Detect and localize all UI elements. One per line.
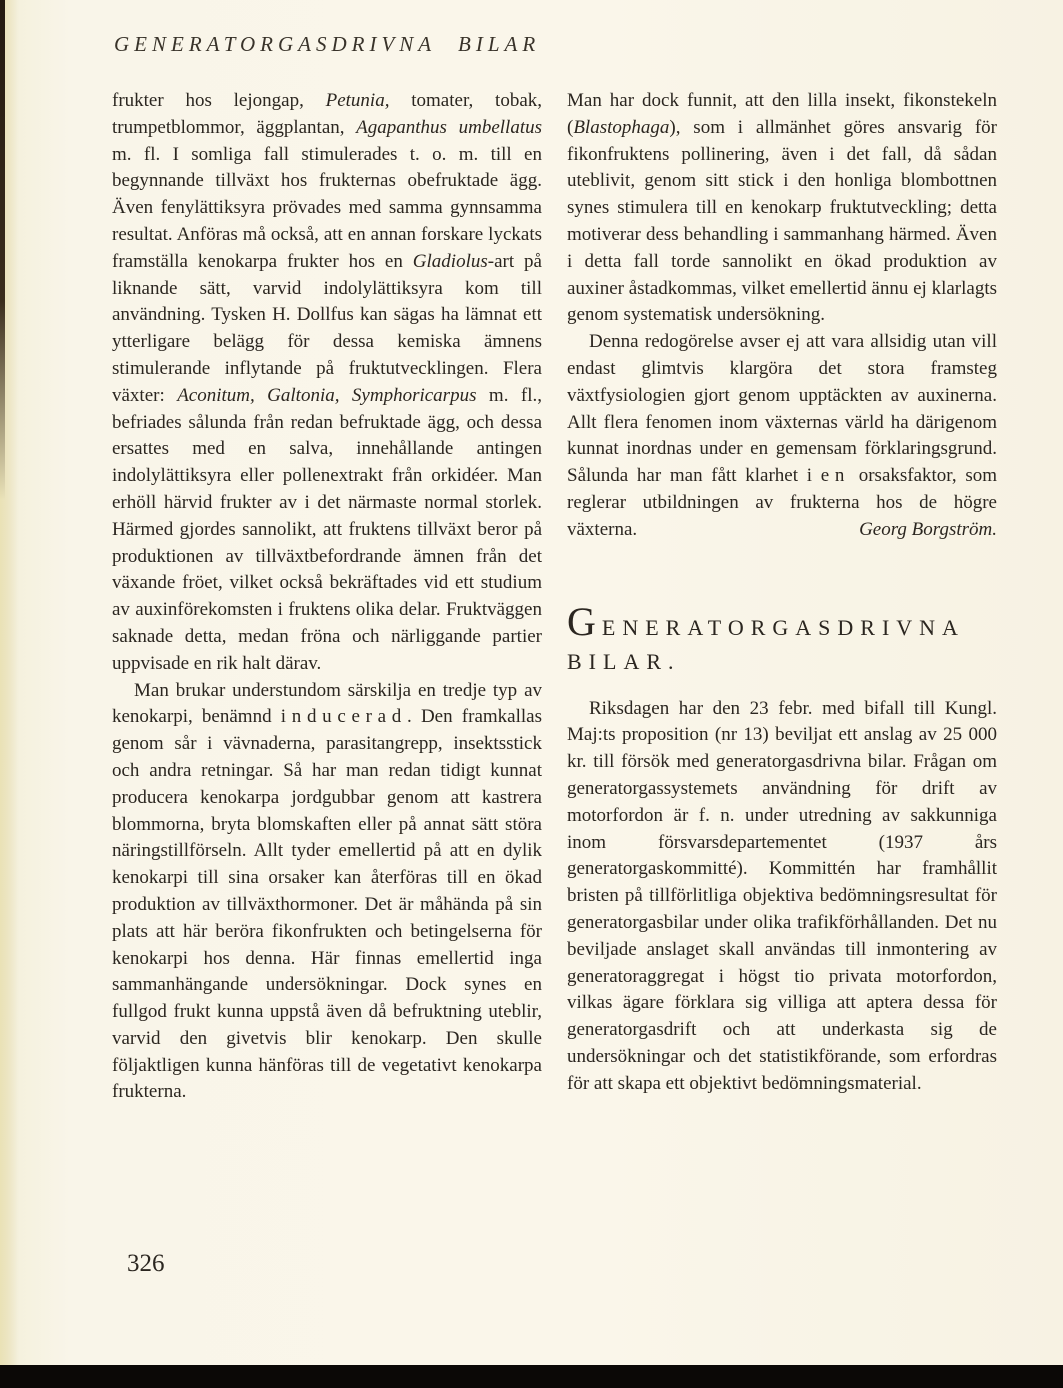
heading-drop-initial: G (567, 598, 602, 644)
text-segment: m. fl. I somliga fall stimulerades t. o. m. till en begynnande tillväxt hos frukternas obefruktade ägg. Även fenylättiksyra prövades med samma gynnsamma resultat. Anföras må också, att en annan forskare lyckats framställa kenokarpa frukter hos en (112, 143, 542, 272)
text-segment: inducerad (280, 706, 407, 728)
text-segment: Man brukar understundom särskilja en tredje typ av kenokarpi, benämnd (112, 679, 542, 728)
running-header: GENERATORGASDRIVNA BILAR (114, 32, 541, 56)
article-body (567, 696, 997, 1098)
text-segment: Gladiolus (412, 250, 488, 272)
section-heading (567, 598, 997, 674)
text-segment: Agapanthus umbellatus (356, 116, 542, 138)
text-segment: tomater, tobak, trumpetblommor, äggplantan, (112, 90, 543, 138)
section-heading-line1 (567, 598, 965, 644)
right-column (567, 88, 997, 1106)
scan-bottom-strip (0, 1365, 1063, 1388)
author-signature: Georg Borgström. (859, 518, 997, 540)
paragraph (567, 88, 997, 329)
text-segment: Man har dock funnit, att den lilla insekt, fikonstekeln ( (567, 90, 997, 138)
text-segment: m. fl., befriades sålunda från redan befruktade ägg, och dessa ersattes med en salva, innehållande antingen indolylättiksyra eller pollenextrakt från orkidéer. Man erhöll härvid frukter av i det närmaste normal storlek. Härmed gjordes sannolikt, att fruktens tillväxt beror på produktionen av tillväxtbefordrande ämnen från det växande fröet, vilket också bekräftades vid ett studium av auxinförekomsten i fruktens olika delar. Fruktväggen saknade detta, medan fröna och närliggande partier uppvisade en rik halt därav. (112, 384, 542, 674)
paragraph (112, 678, 542, 1107)
text-segment: -art på liknande sätt, varvid indolylättiksyra kom till användning. Tysken H. Dollfus kan sägas ha lämnat ett ytterligare belägg för dessa kemiska ämnens stimulerande inflytande på fruktutvecklingen. Flera växter: (112, 250, 542, 406)
text-columns (112, 88, 998, 1106)
text-segment: ), som i allmänhet göres ansvarig för fikonfruktens pollinering, även i det fall, då sådan uteblivit, genom sitt stick i den honliga blombottnen synes stimulera till en kenokarp fruktutveckling; detta motiverar dess behandling i sammanhang härmed. Även i detta fall torde sannolikt en ökad produktion av auxiner åstadkommas, vilket emellertid ännu ej klarlagts genom systematisk undersökning. (567, 116, 998, 326)
heading-rest: ENERATORGASDRIVNA (601, 614, 965, 640)
binding-edge-shadow (0, 0, 5, 500)
paragraph (112, 88, 542, 678)
text-segment: orsaksfaktor, som reglerar utbildningen av frukterna hos de högre växterna. (567, 465, 997, 540)
paragraph (567, 696, 997, 1098)
text-segment: Denna redogörelse avser ej att vara allsidig utan vill endast glimtvis klargöra det stora framsteg växtfysiologien gjort genom upptäckten av auxinerna. Allt flera fenomen inom växternas värld ha därigenom kunnat inordnas under en gemensam förklaringsgrund. Sålunda har man fått klarhet i (567, 331, 997, 487)
text-segment: en (820, 465, 851, 487)
page-number: 326 (127, 1250, 165, 1277)
text-segment: Riksdagen har den 23 febr. med bifall till Kungl. Maj:ts proposition (nr 13) beviljat ett anslag av 25 000 kr. till försök med generatorgasdrivna bilar. Frågan om generatorgassystemets användning för drift av motorfordon är f. n. under utredning av sakkunniga inom försvarsdepartementet (1937 års generatorgaskommitté). Kommittén har framhållit bristen på tillförlitliga objektiva bedömningsresultat för generatorgasbilar under olika trafikförhållanden. Det nu beviljade anslaget skall användas till inmontering av generatoraggregat i högst tio privata motorfordon, vilkas ägare förklara sig villiga att aptera dessa för generatorgasdrift och att underkasta sig de undersökningar och det statistikförande, som erfordras för att skapa ett objektivt bedömningsmaterial. (567, 697, 997, 1094)
text-segment: . Den framkallas genom sår i vävnaderna, parasitangrepp, insektsstick och andra retningar. Så har man redan tidigt kunnat producera kenokarpa jordgubbar genom att kastrera blommorna, bryta blomskaften eller på annat sätt störa näringstillförseln. Allt tyder emellertid på att en dylik kenokarpi till sina orsaker kan återföras till en ökad produktion av tillväxthormoner. Det är måhända på sin plats att här beröra fikonfrukten och betingelserna för kenokarpi hos denna. Här finnas emellertid inga sammanhängande undersökningar. Dock synes en fullgod frukt kunna uppstå även då befruktning uteblir, varvid den givetvis blir kenokarp. Den skulle följaktligen kunna hänföras till de vegetativt kenokarpa frukterna. (112, 706, 542, 1103)
paragraph (567, 329, 997, 543)
text-segment: frukter hos lejongap, (112, 90, 326, 111)
right-column-top-text (567, 88, 997, 544)
text-segment: Petunia, (325, 90, 390, 111)
text-segment: Aconitum, Galtonia, Symphoricarpus (177, 384, 477, 406)
text-segment: Blastophaga (573, 116, 670, 138)
section-heading-line2: BILAR. (567, 648, 681, 674)
left-column (112, 88, 542, 1106)
